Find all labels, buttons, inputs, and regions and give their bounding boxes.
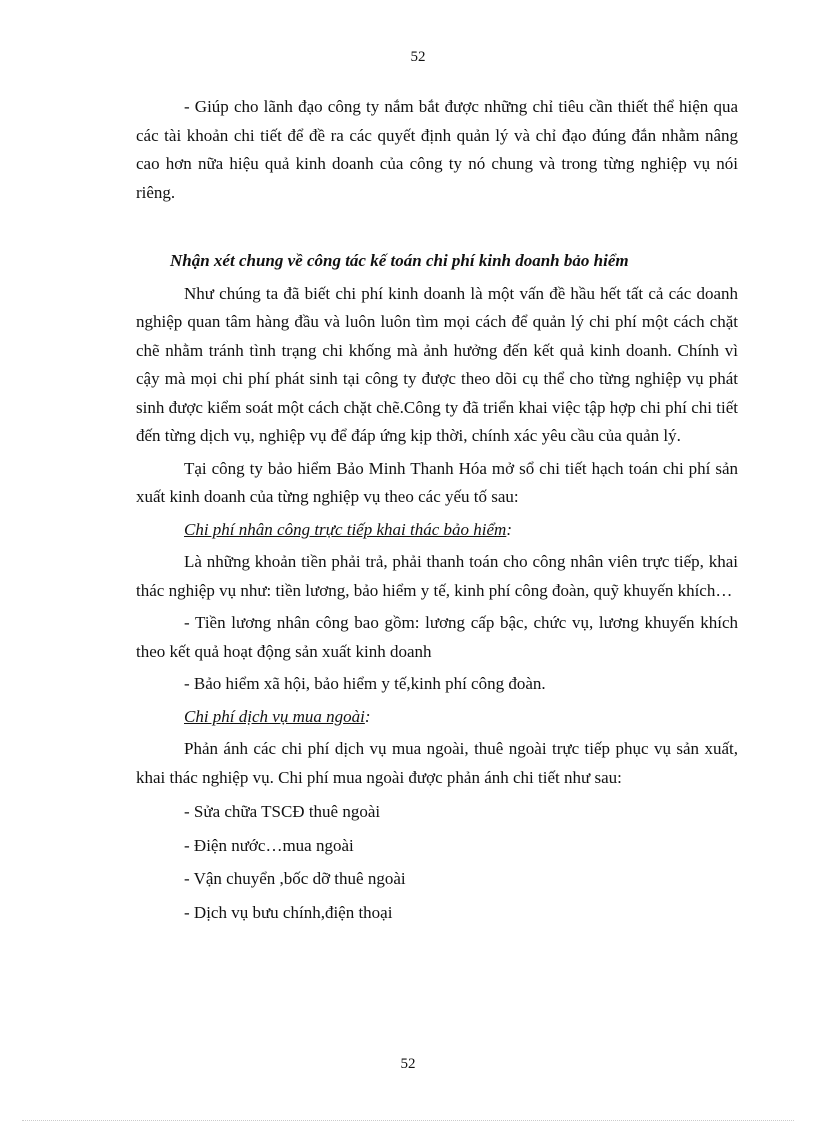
paragraph-company: Tại công ty bảo hiểm Bảo Minh Thanh Hóa mở sổ chi tiết hạch toán chi phí sản xuất kinh doanh của từng nghiệp vụ theo các yếu tố sau: (136, 458, 738, 506)
list-item: - Vận chuyển ,bốc dỡ thuê ngoài (184, 869, 406, 888)
subheading-colon: : (364, 706, 371, 726)
paragraph-insurance: - Bảo hiểm xã hội, bảo hiểm y tế,kinh phí công đoàn. (184, 674, 546, 693)
page-number-top: 52 (410, 49, 426, 65)
paragraph-labor-desc: Là những khoản tiền phải trả, phải thanh toán cho công nhân viên trực tiếp, khai thác nghiệp vụ như: tiền lương, bảo hiểm y tế, kinh phí công đoàn, quỹ khuyến khích… (136, 552, 738, 600)
paragraph-intro: - Giúp cho lãnh đạo công ty nắm bắt được những chỉ tiêu cần thiết thể hiện qua các tài khoản chi tiết để đề ra các quyết định quản lý và chỉ đạo đúng đắn nhằm nâng cao hơn nữa hiệu quả kinh doanh của công ty nó chung và trong từng nghiệp vụ nói riêng. (136, 97, 738, 202)
subheading-outsourced (136, 703, 738, 732)
paragraph-wages: - Tiền lương nhân công bao gồm: lương cấp bậc, chức vụ, lương khuyến khích theo kết quả hoạt động sản xuất kinh doanh (136, 613, 738, 661)
list-item: - Sửa chữa TSCĐ thuê ngoài (184, 802, 381, 821)
subheading-labor-cost-text: Chi phí nhân công trực tiếp khai thác bảo hiểm (184, 519, 507, 539)
footer-divider (22, 1120, 794, 1121)
section-heading: Nhận xét chung về công tác kế toán chi phí kinh doanh bảo hiểm (170, 251, 629, 270)
subheading-outsourced-text: Chi phí dịch vụ mua ngoài (184, 706, 365, 726)
list-item: - Điện nước…mua ngoài (184, 835, 354, 855)
page-number-bottom: 52 (400, 1056, 416, 1072)
subheading-labor-cost (136, 516, 738, 545)
subheading-colon: : (506, 519, 512, 539)
paragraph-overview: Như chúng ta đã biết chi phí kinh doanh là một vấn đề hầu hết tất cả các doanh nghiệp quan tâm hàng đầu và luôn luôn tìm mọi cách để quản lý chi phí một cách chặt chẽ nhằm tránh tình trạng chi khống mà ảnh hưởng đến kết quả kinh doanh. Chính vì cậy mà mọi chi phí phát sinh tại công ty được theo dõi cụ thể cho từng nghiệp vụ phát sinh được kiểm soát một cách chặt chẽ.Công ty đã triển khai việc tập hợp chi phí chi tiết đến từng dịch vụ, nghiệp vụ để đáp ứng kịp thời, chính xác yêu cầu của quản lý. (136, 283, 738, 445)
paragraph-outsourced-desc: Phản ánh các chi phí dịch vụ mua ngoài, thuê ngoài trực tiếp phục vụ sản xuất, khai thác nghiệp vụ. Chi phí mua ngoài được phản ánh chi tiết như sau: (136, 739, 738, 787)
list-item: - Dịch vụ bưu chính,điện thoại (184, 902, 393, 922)
document-body (136, 93, 738, 927)
